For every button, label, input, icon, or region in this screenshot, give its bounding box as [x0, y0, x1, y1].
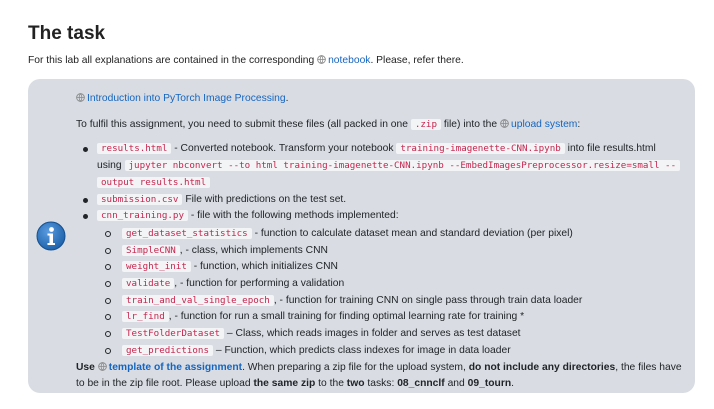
globe-icon [317, 55, 326, 64]
intro-before: For this lab all explanations are contained in the corresponding [28, 55, 315, 66]
footer-bold: do not include any directories [468, 361, 616, 373]
callout-content [76, 91, 688, 392]
item-text: - file with the following methods implemented: [190, 210, 399, 222]
footer-bold: two [346, 377, 365, 389]
item-text: - Converted notebook. Transform your notebook [174, 143, 394, 155]
footer-text: to the [318, 377, 344, 389]
footer-text: and [447, 377, 465, 389]
file-code: cnn_training.py [97, 210, 188, 221]
method-code: TestFolderDataset [122, 328, 224, 339]
command-code-cont: output results.html [97, 177, 210, 188]
method-code: lr_find [122, 311, 169, 322]
file-list [76, 141, 688, 359]
submit-middle: file) into the [443, 118, 498, 130]
submit-line [76, 117, 688, 134]
method-text: , - class, which implements CNN [179, 244, 328, 256]
method-code: SimpleCNN [122, 245, 180, 256]
item-text: File with predictions on the test set. [185, 193, 347, 205]
list-item [97, 343, 688, 360]
file-code: results.html [97, 143, 171, 154]
item-text: into file results.html [567, 143, 656, 155]
method-text: , - function for training CNN on single pass through train data loader [273, 294, 583, 306]
globe-icon [76, 93, 85, 102]
globe-icon [500, 119, 509, 128]
list-item [97, 226, 688, 243]
use-text: Use [76, 361, 95, 373]
notebook-link[interactable]: notebook [328, 55, 371, 66]
zip-code: .zip [411, 119, 441, 130]
footer-bold: the same zip [253, 377, 316, 389]
command-line [97, 158, 688, 175]
method-code: train_and_val_single_epoch [122, 295, 274, 306]
method-list [97, 226, 688, 360]
method-code: get_predictions [122, 345, 213, 356]
list-item [76, 208, 688, 359]
method-text: – Class, which reads images in folder and serves as test dataset [226, 328, 521, 340]
command-code: jupyter nbconvert --to html training-imagenette-CNN.ipynb --EmbedImagesPreprocessor.resize=small -- [125, 160, 681, 171]
list-item [97, 293, 688, 310]
list-item [97, 326, 688, 343]
notebook-code: training-imagenette-CNN.ipynb [396, 143, 564, 154]
task-name: 08_cnnclf [397, 377, 445, 389]
footer-text: tasks: [367, 377, 395, 389]
list-item [76, 192, 688, 209]
method-text: - function, which initializes CNN [193, 261, 338, 273]
method-text: , - function for run a small training for finding optimal learning rate for training * [168, 311, 525, 323]
list-item [97, 259, 688, 276]
using-text: using [97, 160, 122, 172]
tutorial-link[interactable]: Introduction into PyTorch Image Processing [87, 93, 286, 104]
template-link[interactable]: template of the assignment [108, 361, 243, 373]
upload-system-link[interactable]: upload system [510, 118, 578, 130]
file-code: submission.csv [97, 194, 182, 205]
page-title: The task [28, 23, 106, 44]
method-text: – Function, which predicts class indexes for image in data loader [215, 344, 511, 356]
tutorial-line [76, 91, 688, 108]
tutorial-after: . [285, 93, 289, 104]
list-item [76, 141, 688, 191]
footer-text: . [511, 377, 515, 389]
submit-before: To fulfil this assignment, you need to submit these files (all packed in one [76, 118, 408, 130]
info-icon [36, 221, 66, 251]
method-code: weight_init [122, 261, 191, 272]
list-item [97, 276, 688, 293]
method-code: get_dataset_statistics [122, 228, 252, 239]
footer-paragraph [76, 360, 688, 392]
intro-after: . Please, refer there. [370, 55, 464, 66]
method-code: validate [122, 278, 174, 289]
list-item [97, 243, 688, 260]
intro-text [28, 55, 464, 66]
globe-icon [98, 362, 107, 371]
list-item [97, 309, 688, 326]
method-text: - function to calculate dataset mean and standard deviation (per pixel) [254, 227, 573, 239]
task-name: 09_tourn [467, 377, 512, 389]
footer-text: . When preparing a zip file for the upload system, [242, 361, 466, 373]
submit-after: : [577, 118, 581, 130]
method-text: , - function for performing a validation [174, 278, 345, 290]
footer-text: , the files have to be in the zip file root. Please upload [76, 361, 682, 389]
